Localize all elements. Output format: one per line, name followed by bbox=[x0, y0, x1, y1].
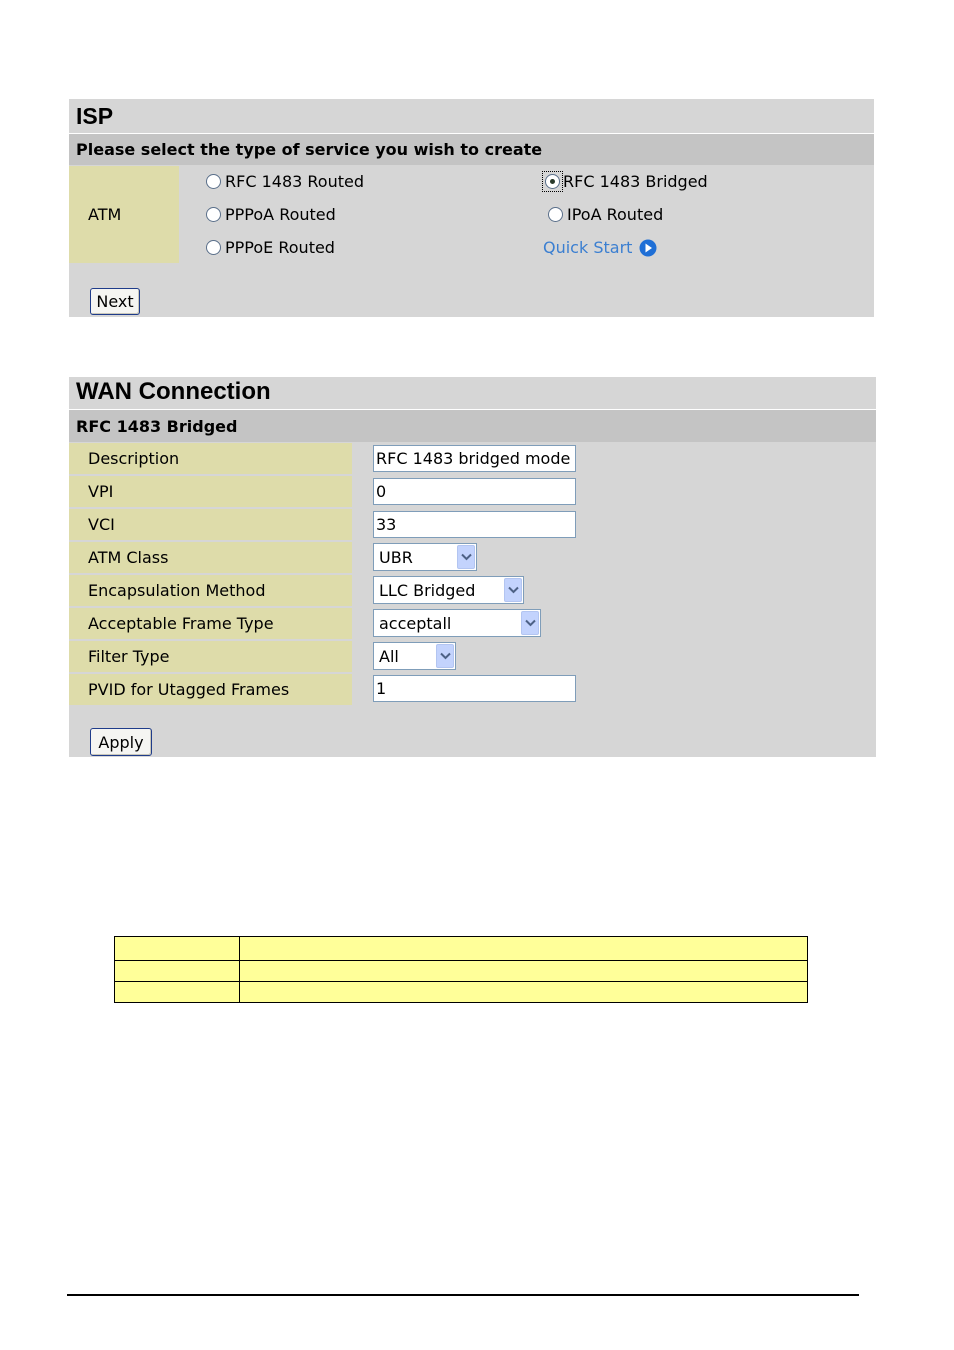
table-row bbox=[115, 961, 808, 982]
row-label-frame-type bbox=[69, 608, 352, 639]
encapsulation-value: LLC Bridged bbox=[379, 580, 476, 600]
option-cell-pppoa-routed bbox=[181, 199, 522, 230]
atm-class-value: UBR bbox=[379, 547, 413, 567]
table-cell bbox=[115, 937, 240, 961]
description-input[interactable]: RFC 1483 bridged mode bbox=[373, 445, 576, 472]
empty-yellow-table bbox=[114, 936, 808, 1003]
isp-panel bbox=[69, 99, 874, 317]
wan-panel bbox=[69, 377, 876, 757]
quick-start-label: Quick Start bbox=[543, 238, 633, 257]
row-label-pvid bbox=[69, 674, 352, 705]
option-cell-pppoe-routed bbox=[181, 232, 522, 263]
radio-pppoe-routed[interactable] bbox=[206, 240, 221, 255]
option-cell-rfc1483-bridged bbox=[524, 166, 874, 197]
table-cell bbox=[240, 961, 808, 982]
table-cell bbox=[240, 982, 808, 1003]
option-cell-rfc1483-routed bbox=[181, 166, 522, 197]
vci-label: VCI bbox=[88, 515, 115, 534]
filter-type-value: All bbox=[379, 646, 399, 666]
option-label-ipoa-routed: IPoA Routed bbox=[567, 205, 664, 224]
option-label-pppoa-routed: PPPoA Routed bbox=[225, 205, 336, 224]
option-cell-ipoa-routed bbox=[524, 199, 874, 230]
row-label-vpi bbox=[69, 476, 352, 507]
chevron-down-icon[interactable] bbox=[436, 644, 454, 668]
chevron-down-icon[interactable] bbox=[521, 611, 539, 635]
option-label-rfc1483-routed: RFC 1483 Routed bbox=[225, 172, 364, 191]
row-label-encapsulation bbox=[69, 575, 352, 606]
quick-start-cell bbox=[524, 232, 874, 263]
encapsulation-label: Encapsulation Method bbox=[88, 581, 266, 600]
footer-divider bbox=[67, 1294, 859, 1296]
filter-type-select[interactable] bbox=[373, 642, 456, 670]
chevron-down-icon[interactable] bbox=[457, 545, 475, 569]
isp-subtitle: Please select the type of service you wish to create bbox=[69, 133, 874, 165]
play-arrow-icon bbox=[639, 239, 657, 257]
frame-type-value: acceptall bbox=[379, 613, 452, 633]
table-cell bbox=[115, 982, 240, 1003]
row-label-vci bbox=[69, 509, 352, 540]
radio-ipoa-routed[interactable] bbox=[548, 207, 563, 222]
radio-rfc1483-bridged[interactable] bbox=[545, 174, 560, 189]
radio-pppoa-routed[interactable] bbox=[206, 207, 221, 222]
row-label-description bbox=[69, 443, 352, 474]
option-label-pppoe-routed: PPPoE Routed bbox=[225, 238, 335, 257]
pvid-label: PVID for Utagged Frames bbox=[88, 680, 290, 699]
row-label-filter-type bbox=[69, 641, 352, 672]
frame-type-select[interactable] bbox=[373, 609, 541, 637]
table-cell bbox=[115, 961, 240, 982]
vpi-input[interactable]: 0 bbox=[373, 478, 576, 505]
frame-type-label: Acceptable Frame Type bbox=[88, 614, 274, 633]
wan-subtitle: RFC 1483 Bridged bbox=[69, 409, 876, 442]
table-row bbox=[115, 982, 808, 1003]
row-label-atm-class bbox=[69, 542, 352, 573]
encapsulation-select[interactable] bbox=[373, 576, 524, 604]
description-label: Description bbox=[88, 449, 180, 468]
wan-title: WAN Connection bbox=[69, 377, 876, 409]
atm-class-select[interactable] bbox=[373, 543, 477, 571]
isp-title: ISP bbox=[69, 99, 874, 133]
vci-input[interactable]: 33 bbox=[373, 511, 576, 538]
focus-outline bbox=[542, 171, 563, 192]
filter-type-label: Filter Type bbox=[88, 647, 170, 666]
chevron-down-icon[interactable] bbox=[504, 578, 522, 602]
atm-class-label: ATM Class bbox=[88, 548, 169, 567]
next-button[interactable]: Next bbox=[90, 288, 140, 315]
table-row bbox=[115, 937, 808, 961]
table-cell bbox=[240, 937, 808, 961]
vpi-label: VPI bbox=[88, 482, 114, 501]
atm-group-label bbox=[69, 166, 179, 263]
quick-start-link[interactable] bbox=[543, 238, 657, 257]
atm-label: ATM bbox=[88, 205, 122, 224]
apply-button[interactable]: Apply bbox=[90, 728, 152, 756]
option-label-rfc1483-bridged: RFC 1483 Bridged bbox=[563, 172, 708, 191]
radio-rfc1483-routed[interactable] bbox=[206, 174, 221, 189]
pvid-input[interactable]: 1 bbox=[373, 675, 576, 702]
